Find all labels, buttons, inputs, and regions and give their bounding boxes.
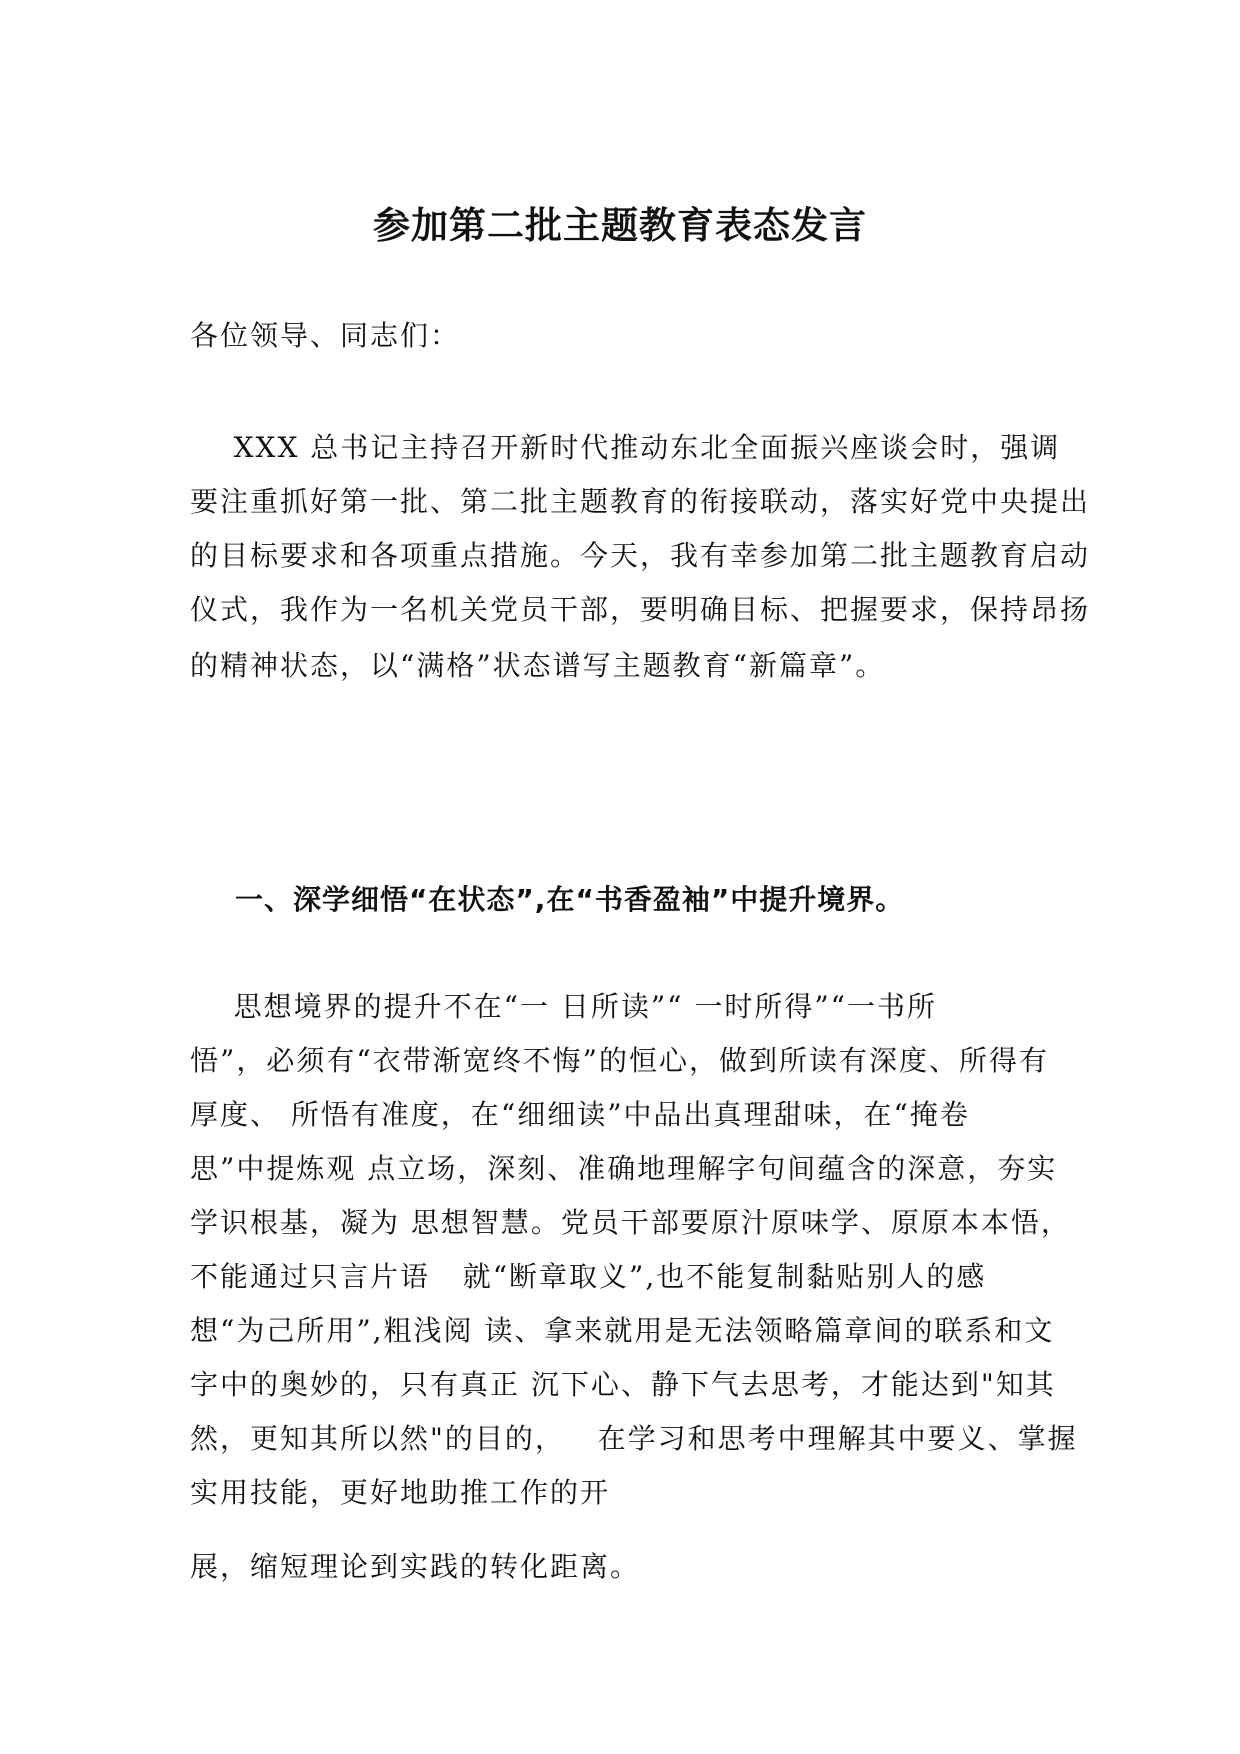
- paragraph-line: 然，更知其所以然"的目的， 在学习和思考中理解其中要义、掌握: [190, 1422, 1078, 1455]
- paragraph-line: 思想境界的提升不在“一 日所读”“ 一时所得”“一书所: [190, 990, 937, 1023]
- paragraph-line: 思”中提炼观 点立场，深刻、准确地理解字句间蕴含的深意，夯实: [190, 1152, 1058, 1185]
- paragraph-line: 学识根基，凝为 思想智慧。党员干部要原汁原味学、原原本本悟，: [190, 1206, 1071, 1239]
- paragraph-line: 悟”，必须有“衣带渐宽终不悔”的恒心，做到所读有深度、所得有: [190, 1044, 1049, 1077]
- salutation: 各位领导、同志们：: [190, 319, 461, 352]
- paragraph-line: 仪式，我作为一名机关党员干部，要明确目标、把握要求，保持昂扬: [190, 593, 1091, 626]
- paragraph-line: 的目标要求和各项重点措施。今天，我有幸参加第二批主题教育启动: [190, 539, 1091, 572]
- document-title: 参加第二批主题教育表态发言: [373, 204, 867, 247]
- paragraph-line: 要注重抓好第一批、第二批主题教育的衔接联动，落实好党中央提出: [190, 485, 1091, 518]
- paragraph-line: 展，缩短理论到实践的转化距离。: [190, 1550, 641, 1583]
- paragraph-line: 的精神状态，以“满格”状态谱写主题教育“新篇章”。: [190, 649, 886, 682]
- paragraph-line: 厚度、 所悟有准度，在“细细读”中品出真理甜味，在“掩卷: [190, 1098, 970, 1131]
- paragraph-line: 想“为己所用”,粗浅阅 读、拿来就用是无法领略篇章间的联系和文: [190, 1314, 1055, 1347]
- paragraph-line: 实用技能，更好地助推工作的开: [190, 1476, 611, 1509]
- paragraph-line: 不能通过只言片语 就“断章取义”,也不能复制黏贴别人的感: [190, 1260, 987, 1293]
- paragraph-line: XXX 总书记主持召开新时代推动东北全面振兴座谈会时，强调: [190, 431, 1061, 464]
- paragraph-line: 字中的奥妙的，只有真正 沉下心、静下气去思考，才能达到"知其: [190, 1368, 1056, 1401]
- section-heading: 一、深学细悟“在状态”,在“书香盈袖”中提升境界。: [235, 883, 905, 916]
